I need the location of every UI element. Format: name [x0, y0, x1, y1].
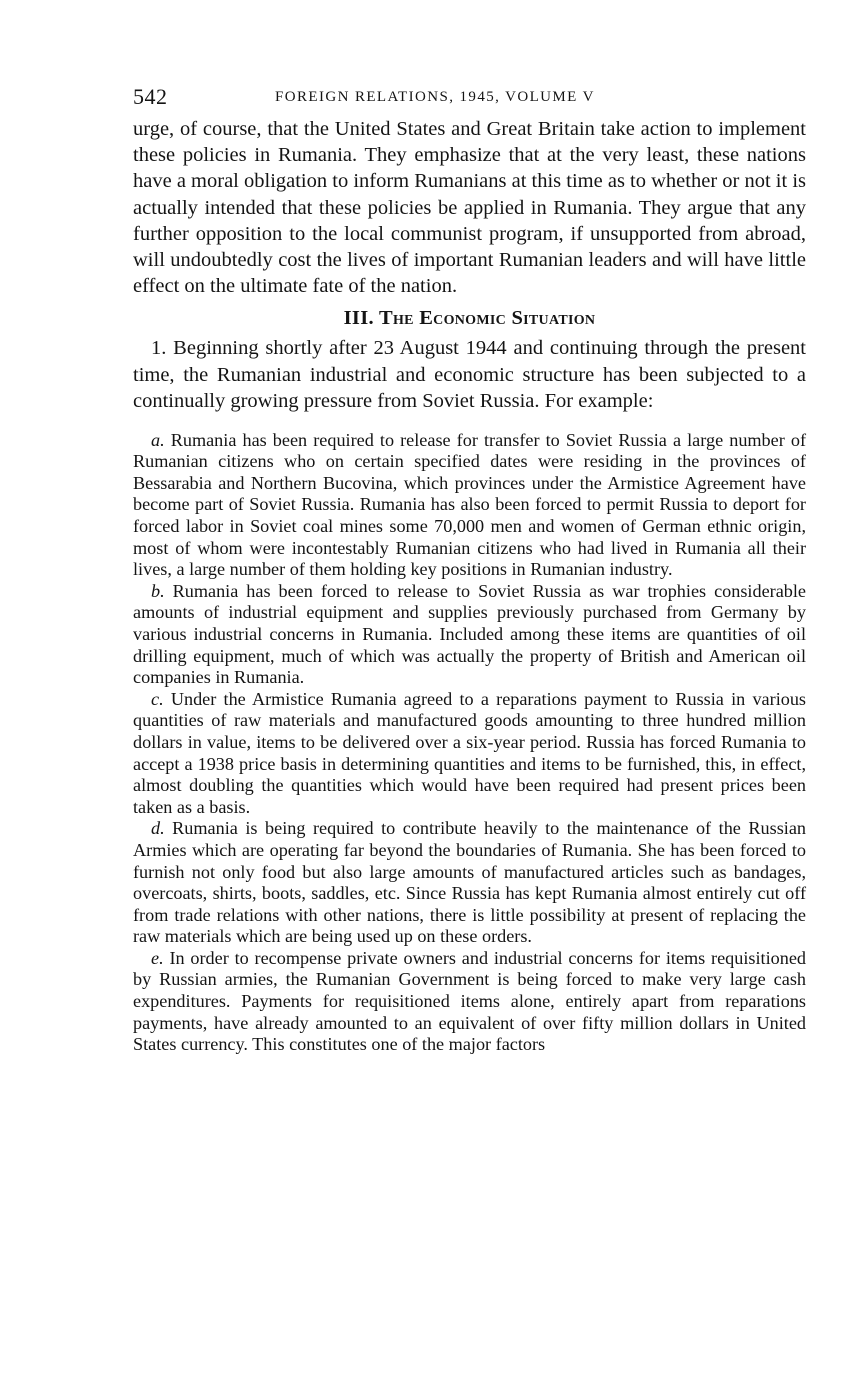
- item-marker: a.: [151, 429, 165, 450]
- item-text: Rumania is being required to contribute heavily to the maintenance of the Russian Armies which are operating far beyond the boundaries of Rumania. She has been forced to furnish not only food but also large amounts of manufactured articles such as bandages, overcoats, shirts, boots, saddles, etc. Since Russia has kept Rumania almost entirely cut off from trade relations with other nations, there is little possibility at present of replacing the raw materials which are being used up on these orders.: [133, 818, 806, 947]
- list-item-b: [133, 581, 806, 689]
- document-page: [133, 82, 806, 1056]
- running-head: [133, 82, 806, 116]
- running-head-title: FOREIGN RELATIONS, 1945, VOLUME V: [275, 89, 595, 105]
- item-marker: e.: [151, 947, 164, 968]
- item-text: Rumania has been required to release for transfer to Soviet Russia a large number of Rumanian citizens who on certain specified dates were residing in the provinces of Bessarabia and Northern Bucovina, which provinces under the Armistice Agreement have become part of Soviet Russia. Rumania has also been forced to permit Russia to deport for forced labor in Soviet coal mines some 70,000 men and women of German ethnic origin, most of whom were incontestably Rumanian citizens who had lived in Rumania all their lives, a large number of them holding key positions in Rumanian industry.: [133, 429, 807, 580]
- section-heading: III. The Economic Situation: [343, 307, 596, 330]
- item-marker: d.: [151, 818, 165, 839]
- item-text: In order to recompense private owners and industrial concerns for items requisitioned by Russian armies, the Rumanian Government is being forced to make very large cash expenditures. Payments for requisitioned items alone, entirely apart from reparations payments, have already amounted to an equivalent of over fifty million dollars in United States currency. This constitutes one of the major factors: [133, 947, 806, 1055]
- intro-paragraph: urge, of course, that the United States and Great Britain take action to implement these policies in Rumania. They emphasize that at the very least, these nations have a moral obligation to inform Rumanians at this time as to whether or not it is actually intended that these policies be applied in Rumania. They argue that any further opposition to the local communist program, if unsupported from abroad, will undoubtedly cost the lives of important Rumanian leaders and will have little effect on the ultimate fate of the nation.: [133, 118, 806, 298]
- page-number: 542: [133, 84, 168, 109]
- list-item-c: [133, 689, 806, 819]
- list-item-a: [133, 430, 806, 581]
- item-text: Under the Armistice Rumania agreed to a reparations payment to Russia in various quantities of raw materials and manufactured goods amounting to three hundred million dollars in value, items to be delivered over a six-year period. Russia has forced Rumania to accept a 1938 price basis in determining quantities and items to be furnished, this, in effect, almost doubling the quantities which would have been required had present prices been taken as a basis.: [133, 688, 807, 817]
- item-text: Rumania has been forced to release to Soviet Russia as war trophies considerable amounts of industrial equipment and supplies previously purchased from Germany by various industrial concerns in Rumania. Included among these items are quantities of oil drilling equipment, much of which was actually the property of British and American oil companies in Rumania.: [133, 580, 806, 688]
- item-marker: b.: [151, 580, 165, 601]
- example-list: [133, 430, 806, 1056]
- list-item-e: [133, 948, 806, 1056]
- section-paragraph-1: 1. Beginning shortly after 23 August 1944 and continuing through the present time, the Rumanian industrial and economic structure has been subjected to a continually growing pressure from Soviet Russia. For example:: [133, 337, 806, 413]
- list-item-d: [133, 818, 806, 948]
- item-marker: c.: [151, 688, 164, 709]
